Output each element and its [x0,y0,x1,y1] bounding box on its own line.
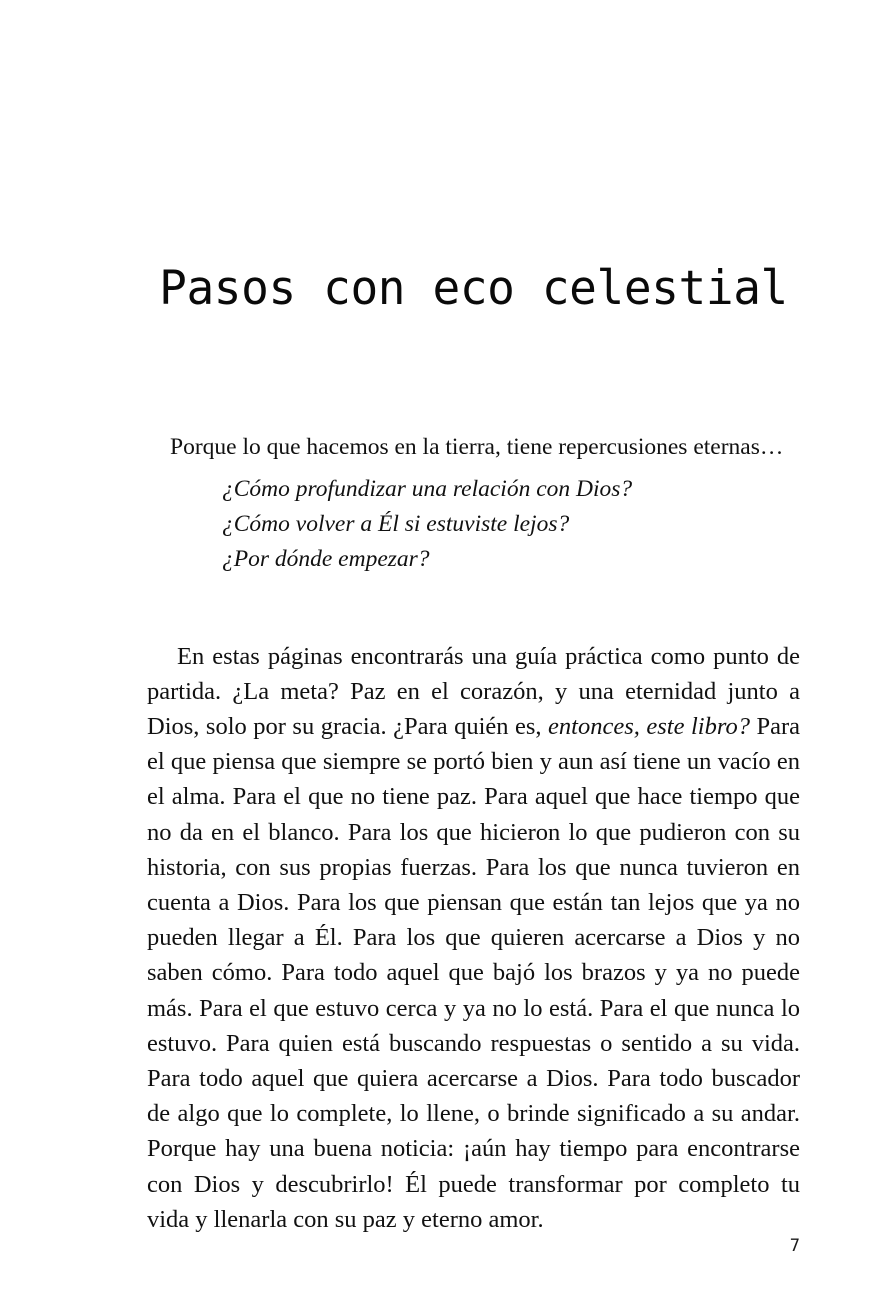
page-title: Pasos con eco celestial [159,261,788,317]
body-text-part-2: Para el que piensa que siempre se portó bien y aun así tiene un vacío en el alma. Para el que no tiene paz. Para aquel que hace tiempo que no da en el blanco. Para los que hicieron lo que pudieron con su historia, con sus propias fuerzas. Para los que nunca tuvieron en cuenta a Dios. Para los que piensan que están tan lejos que ya no pueden llegar a Él. Para los que quieren acercarse a Dios y no saben cómo. Para todo aquel que bajó los brazos y ya no puede más. Para el que estuvo cerca y ya no lo está. Para el que nunca lo estuvo. Para quien está buscando respuestas o sentido a su vida. Para todo aquel que quiera acercarse a Dios. Para todo buscador de algo que lo complete, lo llene, o brinde significado a su andar. Porque hay una buena noticia: ¡aún hay tiempo para encontrarse con Dios y descubrirlo! Él puede transformar por completo tu vida y llenarla con su paz y eterno amor. [147,712,800,1233]
body-paragraph [147,639,800,1237]
page-number: 7 [789,1236,800,1256]
body-text-emphasis: entonces, este libro? [548,712,750,740]
question-item: ¿Por dónde empezar? [222,546,430,572]
subtitle-epigraph: Porque lo que hacemos en la tierra, tiene repercusiones eternas… [170,433,784,460]
question-item: ¿Cómo volver a Él si estuviste lejos? [222,511,570,537]
question-item: ¿Cómo profundizar una relación con Dios? [222,476,633,502]
body-text-part-1: En estas páginas encontrarás una guía práctica como punto de partida. ¿La meta? Paz en el corazón, y una eternidad junto a Dios, solo por su gracia. ¿Para quién es, [147,642,800,740]
question-list [222,472,782,577]
